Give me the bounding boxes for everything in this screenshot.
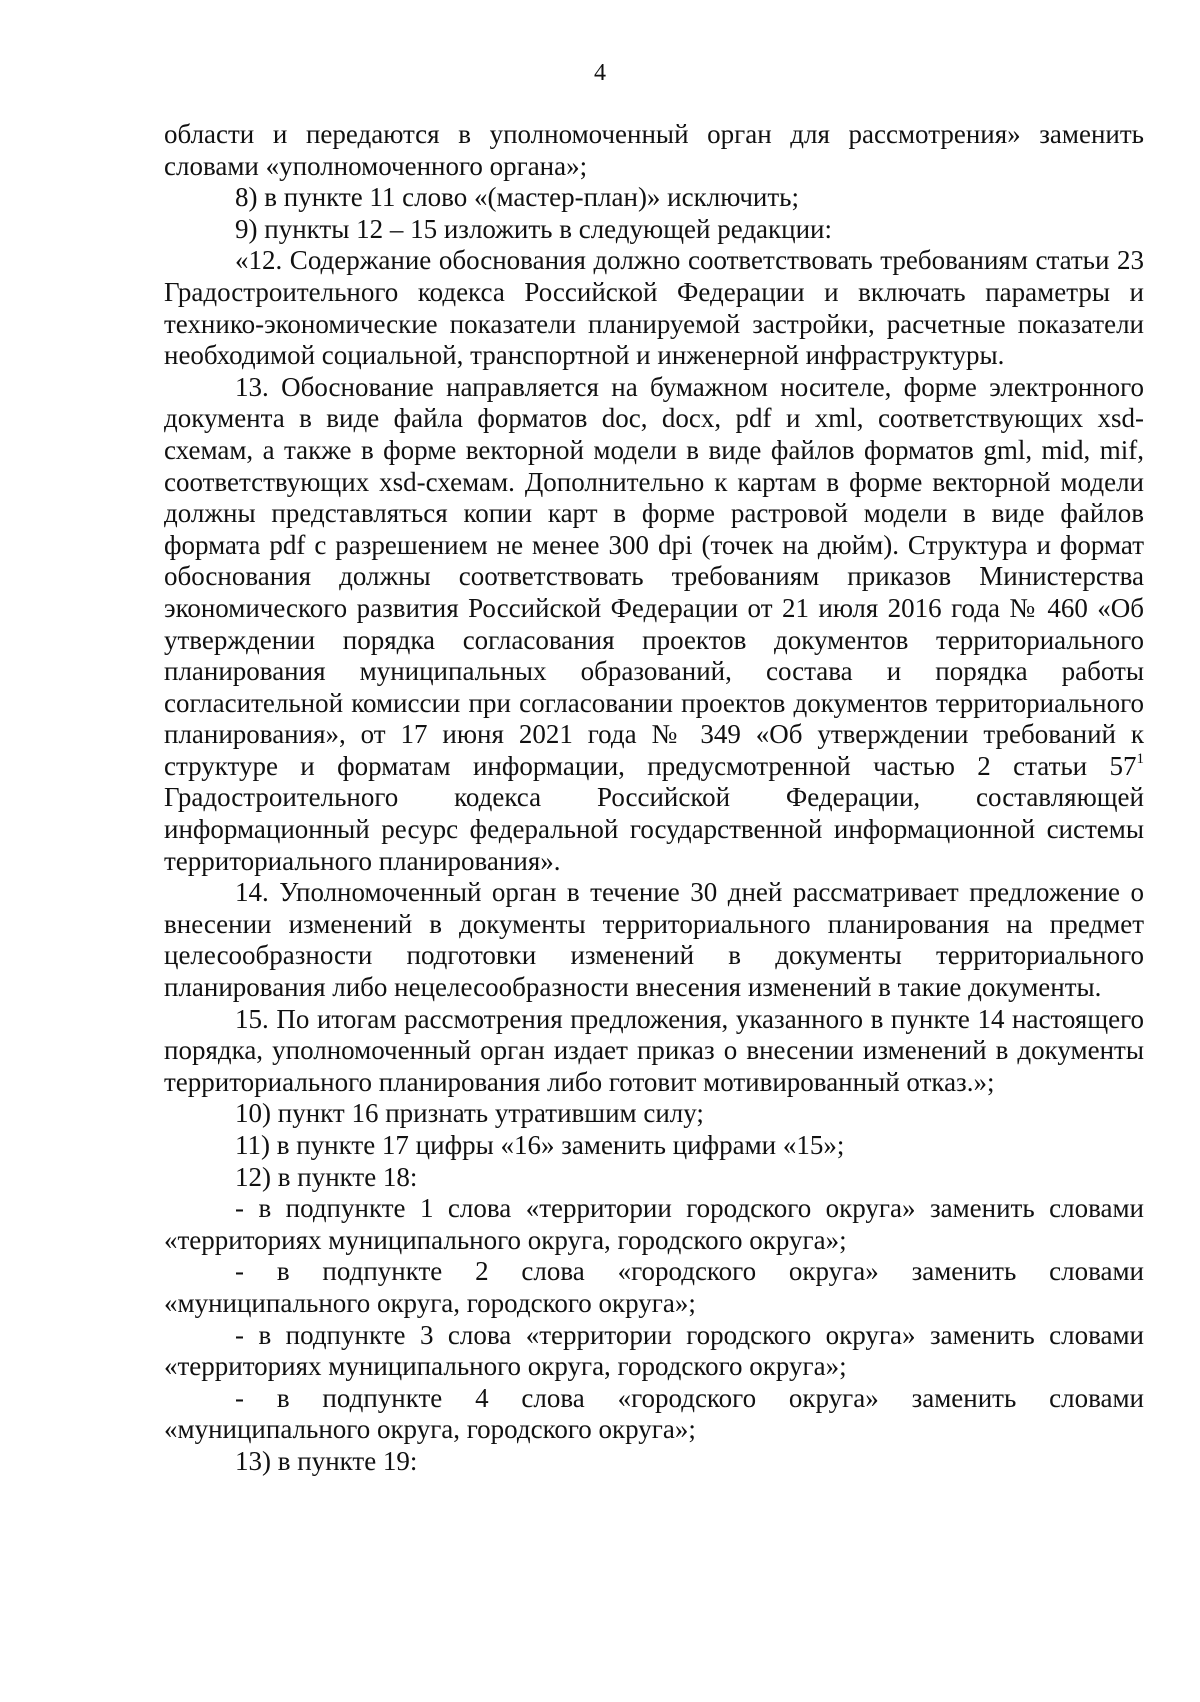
document-body	[164, 119, 1144, 1478]
paragraph-clause-15: 15. По итогам рассмотрения предложения, указанного в пункте 14 настоящего порядка, уполномоченный орган издает приказ о внесении изменений в документы территориального планирования либо готовит мотивированный отказ.»;	[164, 1003, 1144, 1097]
paragraph-item-13: 13) в пункте 19:	[235, 1445, 418, 1476]
paragraph-item-12: 12) в пункте 18:	[235, 1161, 418, 1192]
paragraph-clause-13	[164, 372, 1144, 878]
page-number: 4	[594, 60, 606, 86]
paragraph-clause-14: 14. Уполномоченный орган в течение 30 дней рассматривает предложение о внесении изменений в документы территориального планирования на предмет целесообразности подготовки изменений в документы территориального планирования либо нецелесообразности внесения изменений в такие документы.	[164, 877, 1144, 1003]
paragraph-item-9: 9) пункты 12 – 15 изложить в следующей редакции:	[235, 213, 833, 244]
paragraph-item-11: 11) в пункте 17 цифры «16» заменить цифрами «15»;	[235, 1130, 845, 1160]
clause-13-text: 13. Обоснование направляется на бумажном носителе, форме электронного документа в виде файла форматов doc, docx, pdf и xml, соответствующих xsd-схемам, а также в форме векторной модели в виде файлов форматов gml, mid, mif, соответствующих xsd-схемам. Дополнительно к картам в форме векторной модели должны представляться копии карт в форме растровой модели в виде файлов формата pdf с разрешением не менее 300 dpi (точек на дюйм). Структура и формат обоснования должны соответствовать требованиям приказов Министерства экономического развития Российской Федерации от 21 июля 2016 года № 460 «Об утверждении порядка согласования проектов документов территориального планирования муниципальных образований, состава и порядка работы согласительной комиссии при согласовании проектов документов территориального планирования», от 17 июня 2021 года № 349 «Об утверждении требований к структуре и форматам информации, предусмотренной частью 2 статьи 57	[164, 371, 1144, 781]
paragraph-continuation: области и передаются в уполномоченный орган для рассмотрения» заменить словами «уполномоченного органа»;	[164, 119, 1144, 181]
subparagraph-2: - в подпункте 2 слова «городского округа» заменить словами «муниципального округа, городского округа»;	[164, 1256, 1144, 1318]
superscript-index: 1	[1136, 750, 1144, 767]
paragraph-item-8: 8) в пункте 11 слово «(мастер-план)» исключить;	[235, 182, 799, 213]
subparagraph-3: - в подпункте 3 слова «территории городского округа» заменить словами «территориях муниципального округа, городского округа»;	[164, 1319, 1144, 1382]
subparagraph-1: - в подпункте 1 слова «территории городского округа» заменить словами «территориях муниципального округа, городского округа»;	[164, 1193, 1144, 1255]
paragraph-item-10: 10) пункт 16 признать утратившим силу;	[235, 1098, 704, 1129]
paragraph-clause-12: «12. Содержание обоснования должно соответствовать требованиям статьи 23 Градостроительного кодекса Российской Федерации и включать параметры и технико-экономические показатели планируемой застройки, расчетные показатели необходимой социальной, транспортной и инженерной инфраструктуры.	[164, 245, 1144, 371]
clause-13-text-end: Градостроительного кодекса Российской Федерации, составляющей информационный ресурс федеральной государственной информационной системы территориального планирования».	[164, 782, 1144, 876]
subparagraph-4: - в подпункте 4 слова «городского округа» заменить словами «муниципального округа, городского округа»;	[164, 1382, 1144, 1445]
